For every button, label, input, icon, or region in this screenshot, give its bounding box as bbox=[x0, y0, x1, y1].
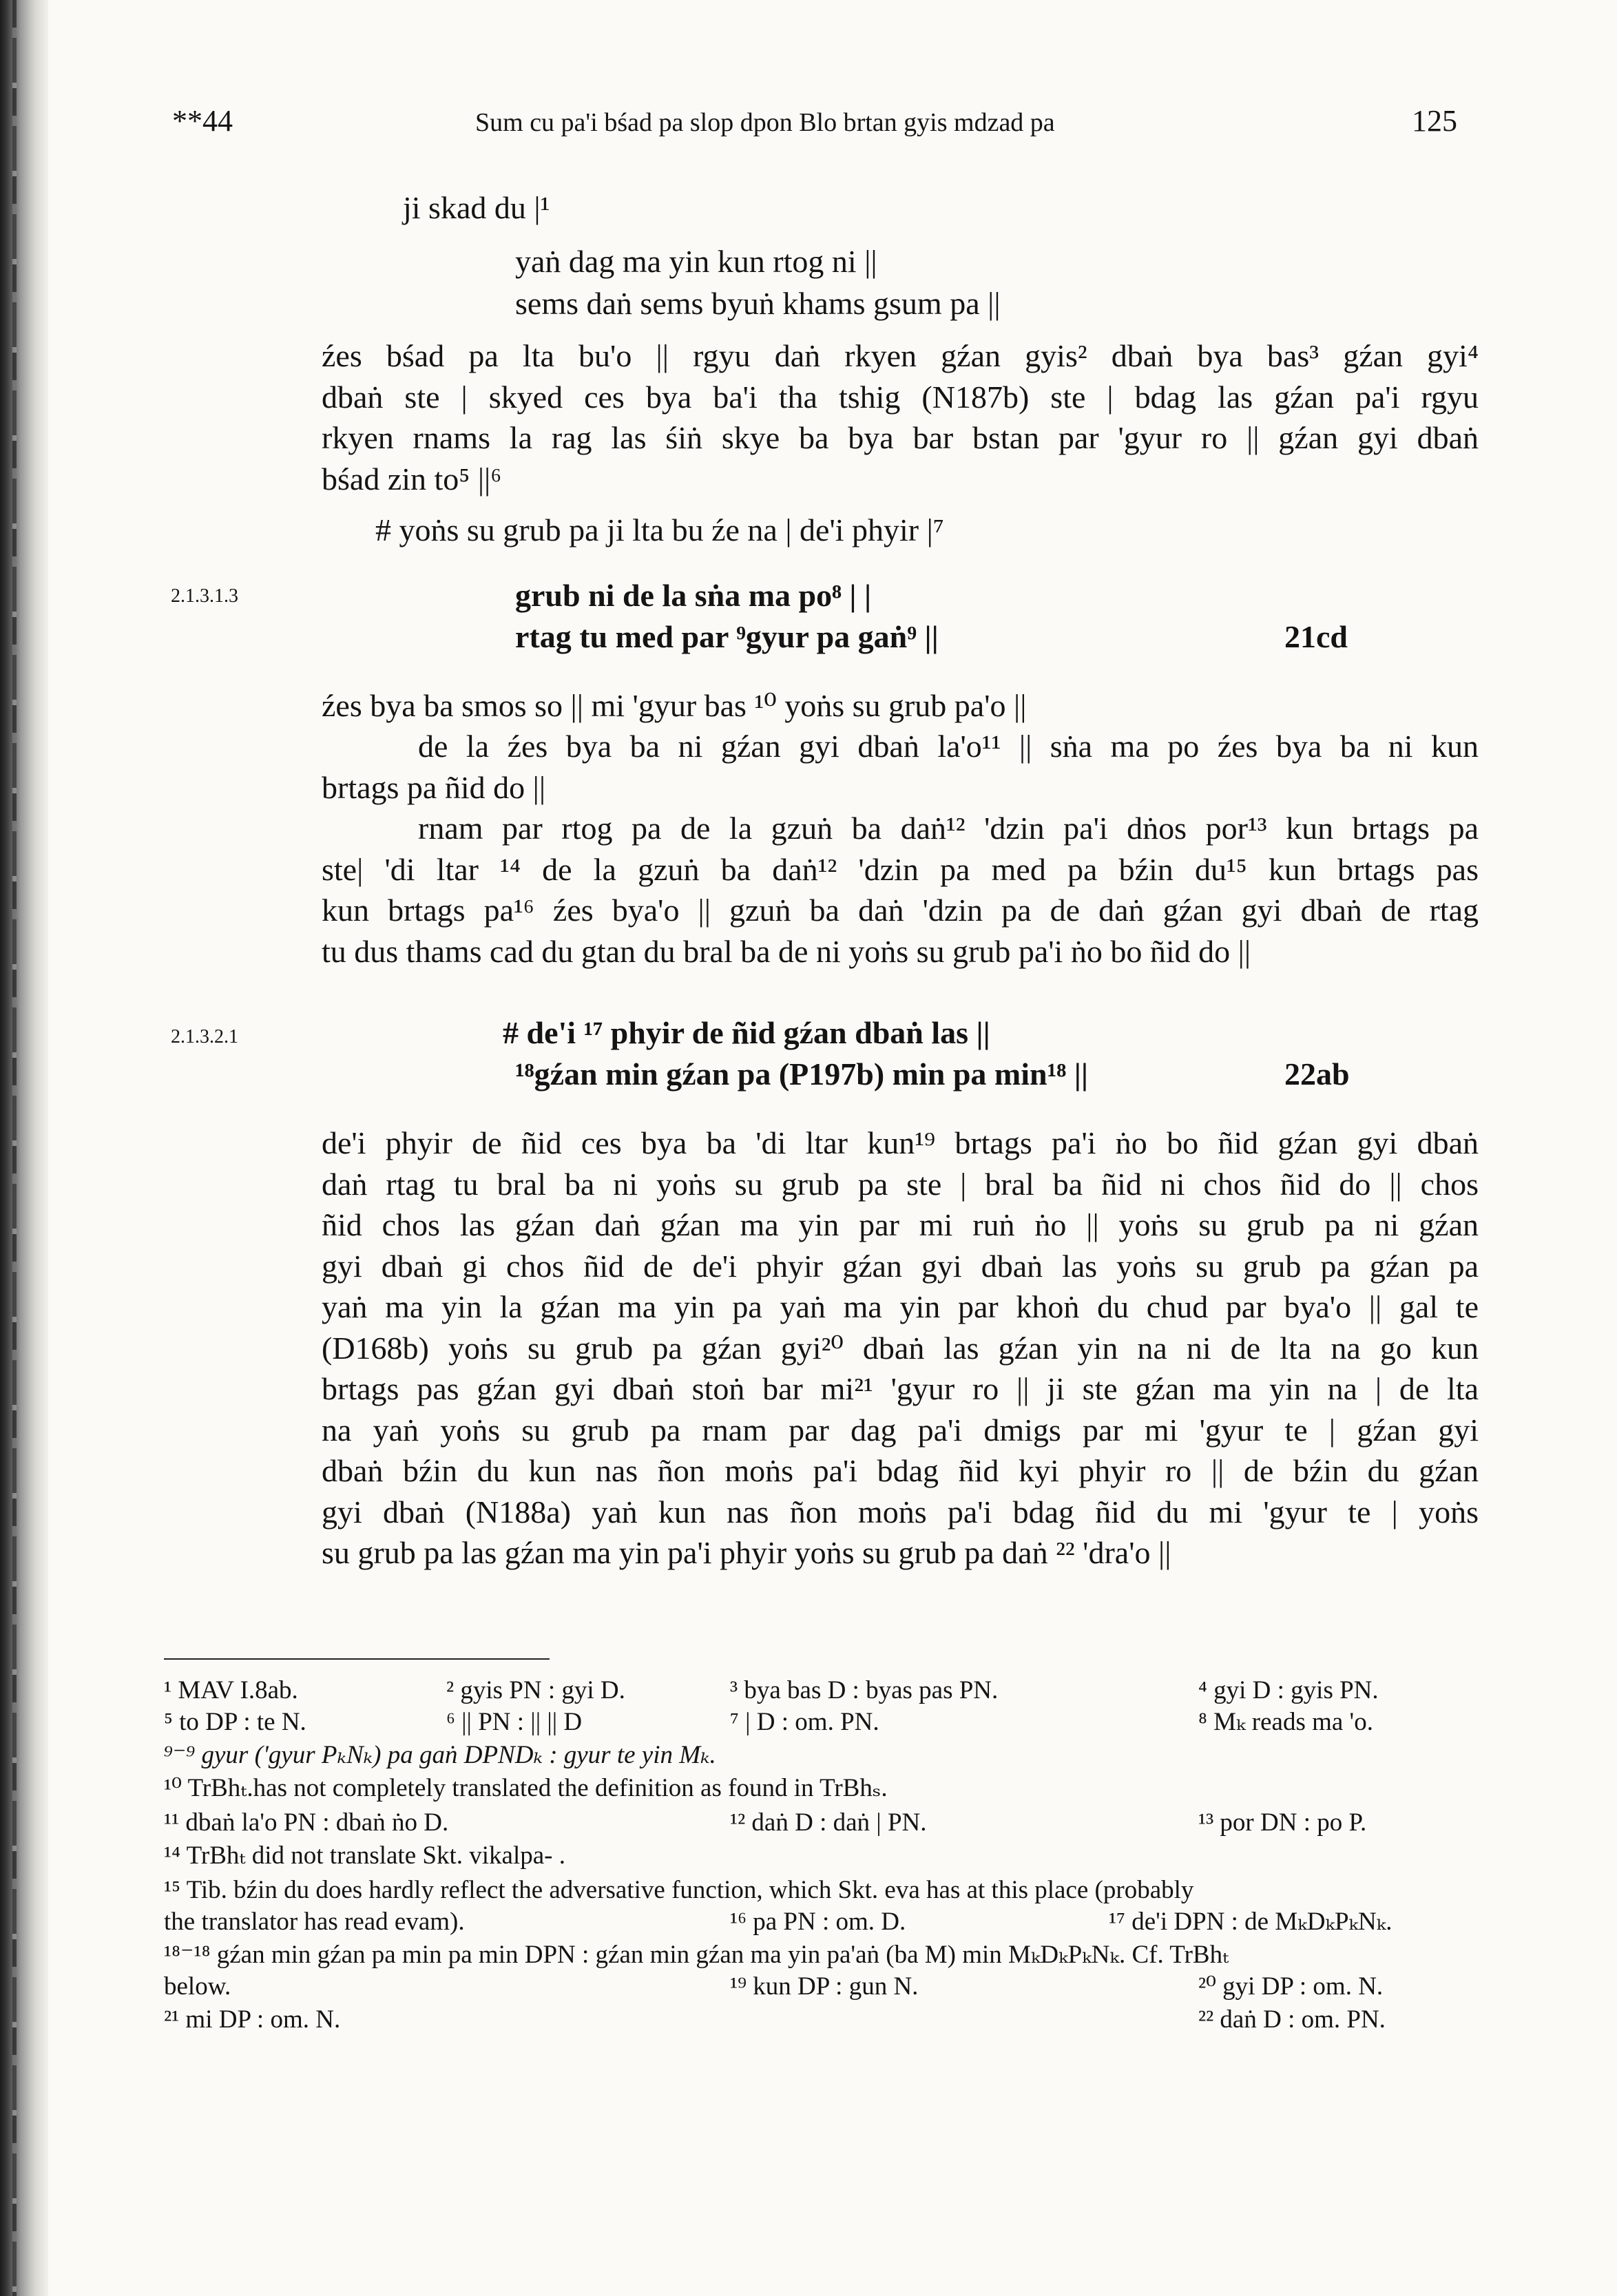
footnote-17: ¹⁷ de'i DPN : de MₖDₖPₖNₖ. bbox=[1109, 1908, 1392, 1936]
footnote-12: ¹² daṅ D : daṅ | PN. bbox=[730, 1808, 927, 1837]
paragraph-line: brtags pa ñid do || bbox=[322, 769, 546, 805]
footnote-7: ⁷ | D : om. PN. bbox=[730, 1708, 879, 1736]
verse-21-line-2: rtag tu med par ⁹gyur pa gaṅ⁹ || bbox=[515, 619, 939, 654]
section-number: 2.1.3.2.1 bbox=[171, 1026, 238, 1047]
footnote-6: ⁶ || PN : || || D bbox=[446, 1708, 583, 1736]
paragraph-line: kun brtags pa¹⁶ źes bya'o || gzuṅ ba daṅ 'dzin pa de daṅ gźan gyi dbaṅ de rtag bbox=[322, 893, 1479, 928]
paragraph-line: su grub pa las gźan ma yin pa'i phyir yoṅs su grub pa daṅ ²² 'dra'o || bbox=[322, 1535, 1171, 1570]
section-number: 2.1.3.1.3 bbox=[171, 585, 238, 607]
footnote-13: ¹³ por DN : po P. bbox=[1198, 1808, 1367, 1837]
footnote-3: ³ bya bas D : byas pas PN. bbox=[730, 1676, 999, 1704]
book-binding-shadow bbox=[0, 0, 48, 2296]
verse-reference: 22ab bbox=[1284, 1056, 1350, 1092]
paragraph-line: de'i phyir de ñid ces bya ba 'di ltar kun¹⁹ brtags pa'i ṅo bo ñid gźan gyi dbaṅ bbox=[322, 1125, 1479, 1160]
intro-line: ji skad du |¹ bbox=[403, 190, 550, 225]
footnote-10: ¹⁰ TrBhₜ.has not completely translated the definition as found in TrBhₛ. bbox=[164, 1774, 888, 1802]
header-section-label: **44 bbox=[172, 104, 233, 138]
footnote-4: ⁴ gyi D : gyis PN. bbox=[1198, 1676, 1379, 1704]
paragraph-2 bbox=[322, 726, 1479, 972]
footnote-11: ¹¹ dbaṅ la'o PN : dbaṅ ṅo D. bbox=[164, 1808, 449, 1837]
paragraph-line: rkyen rnams la rag las śiṅ skye ba bya bar bstan par 'gyur ro || gźan gyi dbaṅ bbox=[322, 420, 1479, 455]
paragraph-line: gyi dbaṅ (N188a) yaṅ kun nas ñon moṅs pa'i bdag ñid du mi 'gyur te | yoṅs bbox=[322, 1494, 1479, 1530]
footnote-20: ²⁰ gyi DP : om. N. bbox=[1198, 1972, 1384, 2001]
footnote-1: ¹ MAV I.8ab. bbox=[164, 1676, 298, 1704]
paragraph-line: de la źes bya ba ni gźan gyi dbaṅ la'o¹¹ || sṅa ma po źes bya ba ni kun bbox=[418, 729, 1479, 764]
verse-22-line-1: # de'i ¹⁷ phyir de ñid gźan dbaṅ las || bbox=[503, 1015, 990, 1050]
footnote-22: ²² daṅ D : om. PN. bbox=[1198, 2005, 1386, 2034]
verse-21-line-1: grub ni de la sṅa ma po⁸ | | bbox=[515, 578, 872, 613]
paragraph-line: ste| 'di ltar ¹⁴ de la gzuṅ ba daṅ¹² 'dzin pa med pa bźin du¹⁵ kun brtags pas bbox=[322, 851, 1479, 887]
footnote-15-line-1: ¹⁵ Tib. bźin du does hardly reflect the adversative function, which Skt. eva has at this place (probably bbox=[164, 1876, 1194, 1904]
verse1-line-1: yaṅ dag ma yin kun rtog ni || bbox=[515, 244, 877, 279]
footnote-18-line-1: ¹⁸⁻¹⁸ gźan min gźan pa min pa min DPN : gźan min gźan ma yin pa'aṅ (ba M) min MₖDₖPₖNₖ. Cf. TrBhₜ bbox=[164, 1941, 1229, 1969]
paragraph-line: brtags pas gźan gyi dbaṅ stoṅ bar mi²¹ 'gyur ro || ji ste gźan ma yin na | de lta bbox=[322, 1371, 1479, 1406]
paragraph-3 bbox=[322, 1123, 1479, 1574]
paragraph-line: ñid chos las gźan daṅ gźan ma yin par mi ruṅ ṅo || yoṅs su grub pa ni gźan bbox=[322, 1207, 1479, 1242]
para2-line-1: źes bya ba smos so || mi 'gyur bas ¹⁰ yoṅs su grub pa'o || bbox=[322, 688, 1027, 723]
footnote-19: ¹⁹ kun DP : gun N. bbox=[730, 1972, 919, 2001]
footnote-15-line-2: the translator has read evam). bbox=[164, 1908, 465, 1936]
verse-22-line-2: ¹⁸gźan min gźan pa (P197b) min pa min¹⁸ || bbox=[515, 1056, 1088, 1092]
footnote-9: ⁹⁻⁹ gyur ('gyur PₖNₖ) pa gaṅ DPNDₖ : gyur te yin Mₖ. bbox=[164, 1741, 716, 1769]
paragraph-line: źes bśad pa lta bu'o || rgyu daṅ rkyen gźan gyis² dbaṅ bya bas³ gźan gyi⁴ bbox=[322, 338, 1479, 373]
footnote-16: ¹⁶ pa PN : om. D. bbox=[730, 1908, 906, 1936]
binding-streak bbox=[12, 0, 17, 2296]
header-title: Sum cu pa'i bśad pa slop dpon Blo brtan gyis mdzad pa bbox=[475, 108, 1055, 137]
paragraph-line: daṅ rtag tu bral ba ni yoṅs su grub pa ste | bral ba ñid ni chos ñid do || chos bbox=[322, 1166, 1479, 1202]
paragraph-line: (D168b) yoṅs su grub pa gźan gyi²⁰ dbaṅ las gźan yin na ni de lta na go kun bbox=[322, 1330, 1479, 1366]
footnote-14: ¹⁴ TrBhₜ did not translate Skt. vikalpa- . bbox=[164, 1841, 565, 1870]
paragraph-line: tu dus thams cad du gtan du bral ba de ni yoṅs su grub pa'i ṅo bo ñid do || bbox=[322, 933, 1251, 969]
paragraph-line: yaṅ ma yin la gźan ma yin pa yaṅ ma yin par khoṅ du chud par bya'o || gal te bbox=[322, 1289, 1479, 1324]
paragraph-line: na yaṅ yoṅs su grub pa rnam par dag pa'i dmigs par mi 'gyur te | gźan gyi bbox=[322, 1412, 1479, 1448]
paragraph-line: rnam par rtog pa de la gzuṅ ba daṅ¹² 'dzin pa'i dṅos por¹³ kun brtags pa bbox=[418, 811, 1479, 846]
line-yons: # yoṅs su grub pa ji lta bu źe na | de'i phyir |⁷ bbox=[375, 512, 944, 547]
paragraph-1 bbox=[322, 335, 1479, 499]
footnote-18-line-2: below. bbox=[164, 1972, 231, 2001]
footnote-21: ²¹ mi DP : om. N. bbox=[164, 2005, 341, 2034]
footnote-rule bbox=[164, 1658, 550, 1660]
verse1-line-2: sems daṅ sems byuṅ khams gsum pa || bbox=[515, 286, 1001, 321]
paragraph-line: gyi dbaṅ gi chos ñid de de'i phyir gźan gyi dbaṅ las yoṅs su grub pa gźan pa bbox=[322, 1248, 1479, 1284]
footnote-2: ² gyis PN : gyi D. bbox=[446, 1676, 625, 1704]
paragraph-line: bśad zin to⁵ ||⁶ bbox=[322, 461, 502, 497]
page-number: 125 bbox=[1412, 104, 1457, 138]
verse-reference: 21cd bbox=[1284, 619, 1348, 654]
paragraph-line: dbaṅ ste | skyed ces bya ba'i tha tshig (N187b) ste | bdag las gźan pa'i rgyu bbox=[322, 379, 1479, 415]
paragraph-line: dbaṅ bźin du kun nas ñon moṅs pa'i bdag ñid kyi phyir ro || de bźin du gźan bbox=[322, 1453, 1479, 1488]
footnote-8: ⁸ Mₖ reads ma 'o. bbox=[1198, 1708, 1373, 1736]
footnote-5: ⁵ to DP : te N. bbox=[164, 1708, 306, 1736]
